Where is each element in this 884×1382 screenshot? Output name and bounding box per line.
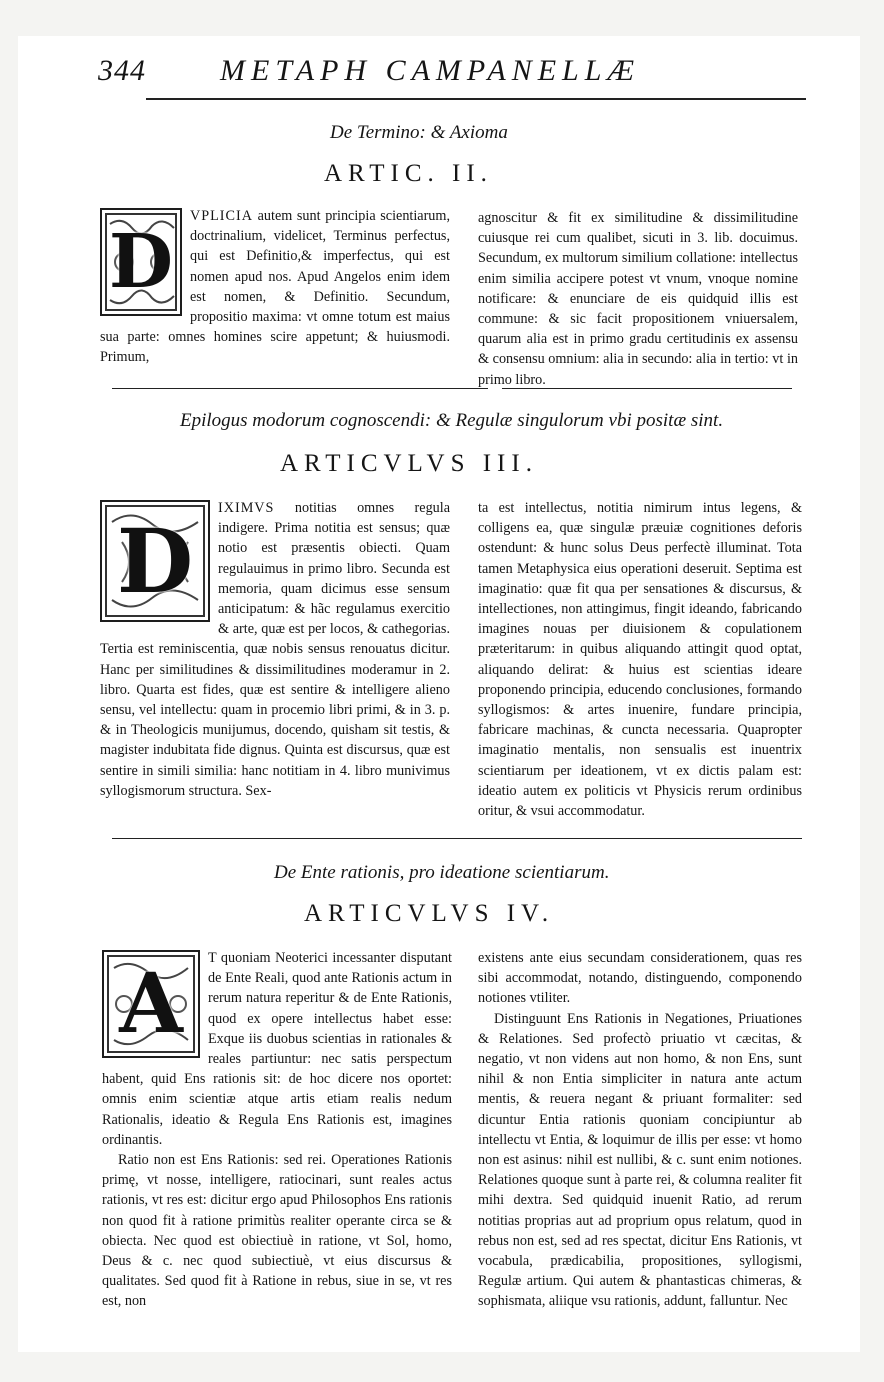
lead-word: IXIMVS [218, 500, 275, 516]
section-title-3: Epilogus modorum cognoscendi: & Regulæ singulorum vbi positæ sint. [180, 410, 724, 431]
header-rule [146, 98, 806, 100]
initial-letter: A [119, 955, 183, 1052]
book-page [18, 36, 860, 1352]
page-number: 344 [98, 54, 146, 87]
section-title-4: De Ente rationis, pro ideatione scientiarum. [274, 862, 610, 883]
section-rule [502, 388, 792, 389]
decorated-initial-d [100, 500, 210, 622]
article-3-right-column [478, 498, 802, 821]
paragraph-text: autem sunt principia scientiarum, doctrinalium, videlicet, Terminus perfectus, qui est Definitio,& imperfectus, qui est nomen apud nos. Apud Angelos enim idem est nomen, & Definitio. Secundum, propositio maxima: vt omne totum est maius sua parte: omnes homines scire appetunt; & huiusmodi. Primum, [100, 208, 450, 366]
section-rule [112, 388, 488, 389]
article-2-left-column [100, 206, 450, 368]
article-2-right-column [478, 208, 798, 390]
section-title-2: De Termino: & Axioma [330, 122, 508, 143]
paragraph-text: ta est intellectus, notitia nimirum intus legens, & colligens ea, quæ singulæ præuiæ cognitiones deforis ostendunt: & hunc solus Deus perfectè illuminat. Tota tamen Metaphysica eius operationi deseruit. Septima est imaginatio: quæ fit qua per sensationes & discursus, & intellectiones, non attingimus, fingit ideando, fabricando imagines nouas per diuisionem & copulationem præteritarum: in quibus aliquando attingit quod optat, aliquando delirat: & huius est scientias ideare proponendo principia, educendo conclusiones, formando syllogismos: & artes inuenire, fundare principia, fabricare machinas, & cuncta necessaria. Quapropter imaginatio mentalis, non sensualis est inuentrix scientiarum per ideationem, vt ex dictis palam est: ideatio autem ex politicis vt Physicis rerum ordinibus oritur, & vsui accommodatur. [478, 500, 802, 820]
paragraph-text: notitias omnes regula indigere. Prima notitia est sensus; quæ notio est præsentis obiecti. Quam regulauimus in primo libro. Secunda est memoria, quam dicimus esse sensum anticipatum: & hãc regulamus exercitio & arte, quæ est per locos, & cathegorias. Tertia est reminiscentia, quæ nobis sensus renouatus dicitur. Hanc per similitudines & dissimilitudines moderamur in 2. libro. Quarta est fides, quæ est sentire & intelligere alieno sensu, vel intellectu: quam in procemio libri primi, & in 3. p. & in Theologicis munijumus, docendo, quisham sit testis, & magister indubitata fide dignus. Quinta est discursus, quæ est sentire in simili similia: hanc notitiam in 4. libro munivimus syllogismorum structura. Sex- [100, 500, 450, 799]
decorated-initial-a [102, 950, 200, 1058]
paragraph-text: T quoniam Neoterici incessanter disputant de Ente Reali, quod ante Rationis actum in rerum natura reperitur & de Ente Rationis, quod ex opere intellectus habet esse: Exque iis duobus scientias in rationales & reales partiuntur: nec satis perspectum habent, quid Ens rationis sit: de hoc dicere nos oportet: omnis enim scientiæ atque artis etiam realis nedum Rationalis, ideatio & Regula Ens Rationis est, imagines ordinantis. [102, 950, 452, 1148]
paragraph-text: agnoscitur & fit ex similitudine & dissimilitudine cuiusque rei cum qualibet, sicuti in 3. lib. docuimus. Secundum, ex multorum similium collatione: intellectus enim similia accipere potest vt vnum, vnoque nomine notificare: & enunciare de eis quidquid illis est commune: & sic facit propositionem vniuersalem, quarum alia est in primo gradu certitudinis ex assensu & consensu omnium: alia in secundo: alia in tertio: vt in primo libro. [478, 210, 798, 388]
initial-letter: D [108, 218, 174, 305]
initial-letter: D [116, 508, 194, 613]
article-heading-2: ARTIC. II. [324, 160, 493, 187]
article-4-left-column [102, 948, 452, 1312]
lead-word: VPLICIA [190, 208, 253, 224]
article-4-right-column [478, 948, 802, 1312]
paragraph-text: Ratio non est Ens Rationis: sed rei. Operationes Rationis primę, vt nosse, intelligere, ratiocinari, sunt reales actus rationis, vt res est: dicitur ergo apud Philosophos Ens rationis non quod fit à ratione primitùs realiter operante circa se & obiecta. Nec quod est obiectiuè in ratione, vt Sol, homo, Deus & c. nec quod subiectiuè, vt eius discursus & qualitates. Sed quod fit à Ratione in rebus, siue in se, vt res est, non [102, 1152, 452, 1310]
article-heading-4: ARTICVLVS IV. [304, 900, 555, 927]
paragraph-text: existens ante eius secundam considerationem, quas res sibi accommodat, notando, distinguendo, componendo notiones vtiliter. [478, 950, 802, 1007]
article-3-left-column [100, 498, 450, 801]
running-head: METAPH CAMPANELLÆ [220, 54, 641, 87]
section-rule [112, 838, 802, 839]
paragraph-text: Distinguunt Ens Rationis in Negationes, Priuationes & Relationes. Sed profectò priuatio vt cæcitas, & negatio, vt non videns aut non homo, & non Ens, sunt nihil & non Entia simpliciter in natura ante actum mentis, & reuera negant & priuant formaliter: sed dicuntur Entia rationis quoniam concipiuntur ab intellectu vt Entia, & loquimur de illis per esse: vt homo non est asinus: nihil est nullibi, & c. sunt enim notiones. Relationes quoque sunt à parte rei, & columna realiter fit mihi dextra. Sed quidquid inuenit Ratio, ad rerum notitias proprias aut ad proprium opus relatum, quod in rebus non est, sed ad res spectat, dicitur Ens Rationis, vt vocabula, prædicabilia, propositiones, syllogismi, Regulæ artium. Qui autem & phantasticas chimeras, & sophismata, aliique vsu rationis, addunt, falluntur. Nec [478, 1010, 802, 1310]
decorated-initial-d [100, 208, 182, 316]
article-heading-3: ARTICVLVS III. [280, 450, 538, 477]
page-header [98, 48, 798, 98]
